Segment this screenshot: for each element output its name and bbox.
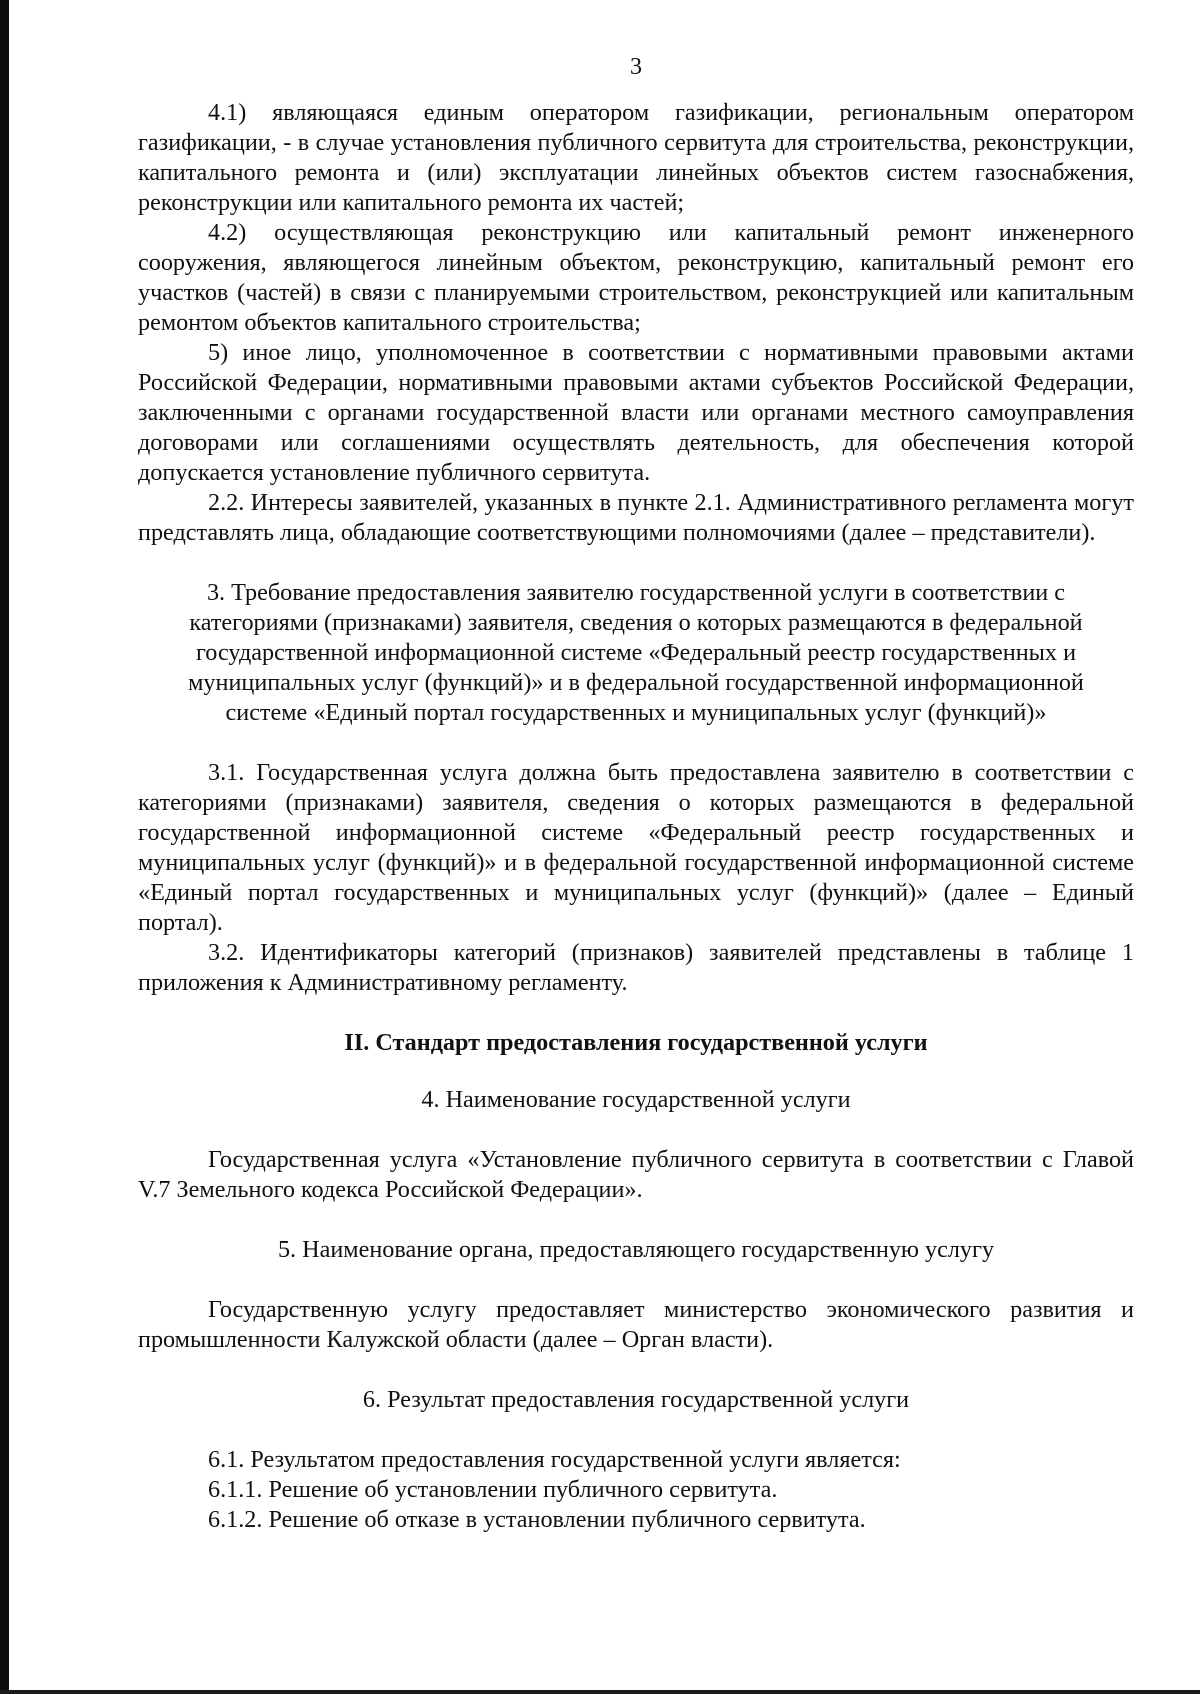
section-6-item: 6.1. Результатом предоставления государственной услуги является: bbox=[208, 1446, 901, 1473]
scan-edge-bottom bbox=[0, 1690, 1200, 1694]
paragraph-3-1: 3.1. Государственная услуга должна быть предоставлена заявителю в соответствии с категориями (признаками) заявителя, сведения о которых размещаются в федеральной государственной информационной системе «Федеральный реестр государственных и муниципальных услуг (функций)» и в федеральной государственной информационной системе «Единый портал государственных и муниципальных услуг (функций)» (далее – Единый портал). bbox=[138, 759, 1134, 936]
scan-edge-left bbox=[0, 0, 9, 1694]
paragraph-3-2: 3.2. Идентификаторы категорий (признаков) заявителей представлены в таблице 1 приложения к Административному регламенту. bbox=[138, 939, 1134, 996]
document-page bbox=[138, 52, 1134, 1535]
paragraph-4-1: 4.1) являющаяся единым оператором газификации, региональным оператором газификации, - в случае установления публичного сервитута для строительства, реконструкции, капитального ремонта и (или) эксплуатации линейных объектов систем газоснабжения, реконструкции или капитального ремонта их частей; bbox=[138, 99, 1134, 216]
spacer bbox=[138, 548, 1134, 578]
section-5-text: Государственную услугу предоставляет министерство экономического развития и промышленности Калужской области (далее – Орган власти). bbox=[138, 1296, 1134, 1353]
spacer bbox=[138, 1265, 1134, 1295]
spacer bbox=[138, 1415, 1134, 1445]
spacer bbox=[138, 728, 1134, 758]
spacer bbox=[138, 1115, 1134, 1145]
spacer bbox=[138, 998, 1134, 1028]
spacer bbox=[138, 1205, 1134, 1235]
page-number: 3 bbox=[630, 54, 642, 80]
section-5-heading: 5. Наименование органа, предоставляющего государственную услугу bbox=[277, 1236, 995, 1263]
paragraph-2-2: 2.2. Интересы заявителей, указанных в пункте 2.1. Административного регламента могут представлять лица, обладающие соответствующими полномочиями (далее – представители). bbox=[138, 489, 1134, 546]
section-6-item: 6.1.2. Решение об отказе в установлении публичного сервитута. bbox=[208, 1506, 866, 1533]
part-2-title: II. Стандарт предоставления государственной услуги bbox=[344, 1029, 928, 1056]
section-6-item: 6.1.1. Решение об установлении публичного сервитута. bbox=[208, 1476, 778, 1503]
section-6-heading: 6. Результат предоставления государственной услуги bbox=[362, 1386, 910, 1413]
paragraph-5: 5) иное лицо, уполномоченное в соответствии с нормативными правовыми актами Российской Федерации, нормативными правовыми актами субъектов Российской Федерации, заключенными с органами государственной власти или органами местного самоуправления договорами или соглашениями осуществлять деятельность, для обеспечения которой допускается установление публичного сервитута. bbox=[138, 339, 1134, 486]
section-4-text: Государственная услуга «Установление публичного сервитута в соответствии с Главой V.7 Земельного кодекса Российской Федерации». bbox=[138, 1146, 1134, 1203]
section-3-heading: 3. Требование предоставления заявителю государственной услуги в соответствии с категориями (признаками) заявителя, сведения о которых размещаются в федеральной государственной информационной системе «Федеральный реестр государственных и муниципальных услуг (функций)» и в федеральной государственной информационной системе «Единый портал государственных и муниципальных услуг (функций)» bbox=[188, 579, 1084, 726]
spacer bbox=[138, 1355, 1134, 1385]
section-4-heading: 4. Наименование государственной услуги bbox=[421, 1086, 851, 1113]
paragraph-4-2: 4.2) осуществляющая реконструкцию или капитальный ремонт инженерного сооружения, являющегося линейным объектом, реконструкцию, капитальный ремонт его участков (частей) в связи с планируемыми строительством, реконструкцией или капитальным ремонтом объектов капитального строительства; bbox=[138, 219, 1134, 336]
spacer bbox=[138, 1058, 1134, 1085]
